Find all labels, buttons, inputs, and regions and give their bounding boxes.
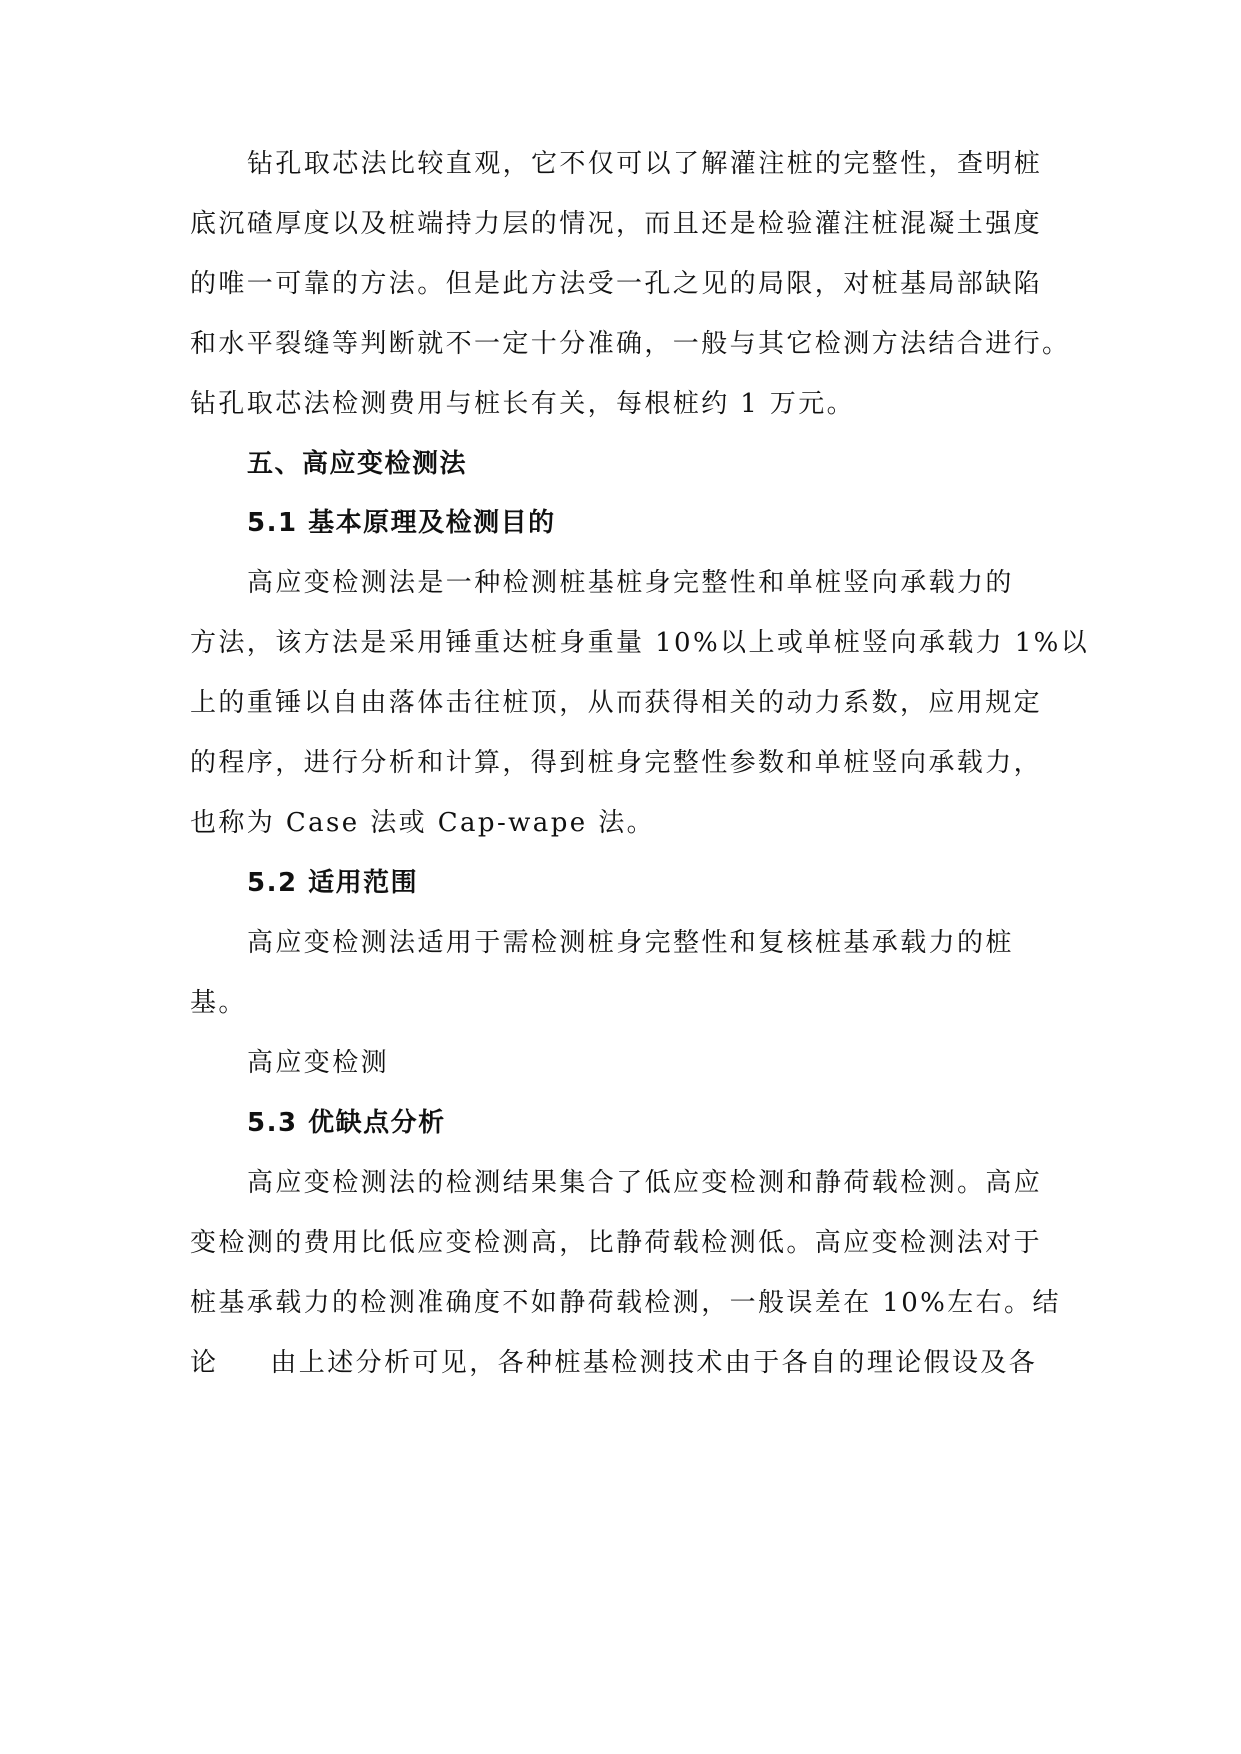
body-text-line: 高应变检测法的检测结果集合了低应变检测和静荷载检测。高应 — [247, 1168, 1043, 1198]
body-text-line: 的程序，进行分析和计算，得到桩身完整性参数和单桩竖向承载力， — [190, 748, 1043, 778]
subsection-heading: 5.1 基本原理及检测目的 — [247, 508, 556, 538]
body-text-line: 方法，该方法是采用锤重达桩身重量 10%以上或单桩竖向承载力 1%以 — [190, 628, 1090, 658]
body-text-line: 变检测的费用比低应变检测高，比静荷载检测低。高应变检测法对于 — [190, 1228, 1043, 1258]
subsection-heading: 5.3 优缺点分析 — [247, 1108, 446, 1138]
body-text-fragment: 论 — [190, 1348, 219, 1378]
body-text-line: 上的重锤以自由落体击往桩顶，从而获得相关的动力系数，应用规定 — [190, 688, 1043, 718]
body-text-line: 高应变检测法适用于需检测桩身完整性和复核桩基承载力的桩 — [247, 928, 1014, 958]
body-text-line: 和水平裂缝等判断就不一定十分准确，一般与其它检测方法结合进行。 — [190, 329, 1071, 359]
body-text-line: 桩基承载力的检测准确度不如静荷载检测，一般误差在 10%左右。结 — [190, 1288, 1061, 1318]
body-text-line — [190, 1345, 1070, 1381]
body-text-line: 高应变检测法是一种检测桩基桩身完整性和单桩竖向承载力的 — [247, 568, 1014, 598]
figure-caption: 高应变检测 — [247, 1048, 390, 1078]
body-text-line: 的唯一可靠的方法。但是此方法受一孔之见的局限，对桩基局部缺陷 — [190, 269, 1043, 299]
subsection-heading: 5.2 适用范围 — [247, 868, 419, 898]
body-text-line: 钻孔取芯法检测费用与桩长有关，每根桩约 1 万元。 — [190, 389, 856, 419]
body-text-line: 底沉碴厚度以及桩端持力层的情况，而且还是检验灌注桩混凝土强度 — [190, 209, 1043, 239]
body-text-line: 钻孔取芯法比较直观，它不仅可以了解灌注桩的完整性，查明桩 — [247, 149, 1043, 179]
body-text-fragment: 由上述分析可见，各种桩基检测技术由于各自的理论假设及各 — [270, 1348, 1038, 1378]
body-text-line: 基。 — [190, 988, 247, 1018]
body-text-line: 也称为 Case 法或 Cap-wape 法。 — [190, 808, 655, 838]
section-heading: 五、高应变检测法 — [247, 449, 468, 479]
